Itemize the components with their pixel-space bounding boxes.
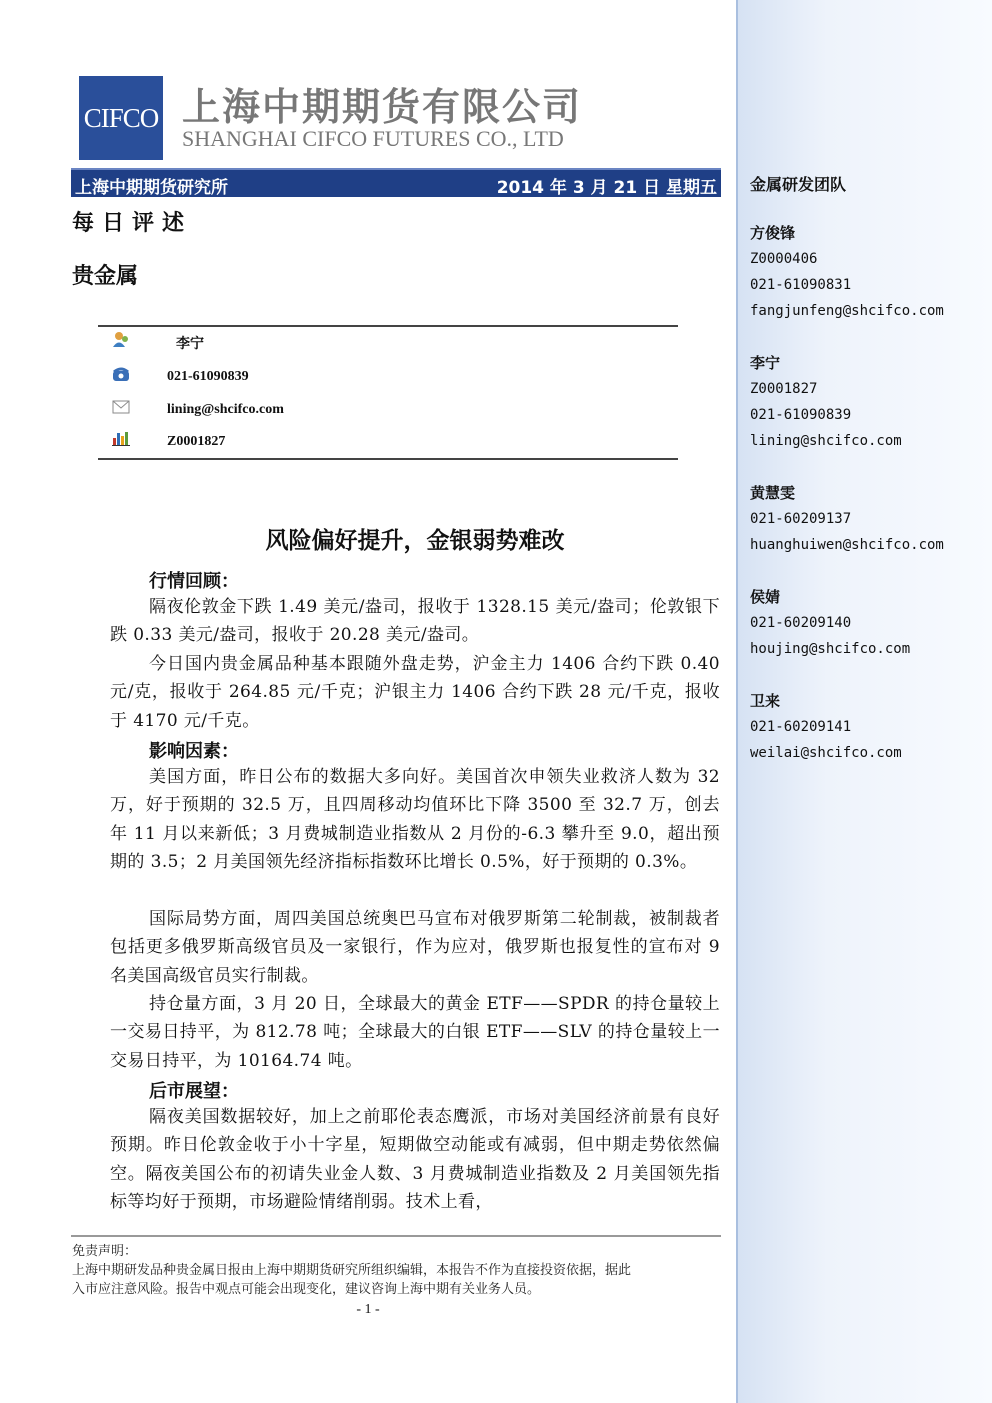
member-phone: 021-60209137 xyxy=(750,511,852,527)
member-email[interactable]: huanghuiwen@shcifco.com xyxy=(750,537,944,553)
team-member xyxy=(750,480,944,558)
member-name: 黄慧雯 xyxy=(750,484,796,502)
contact-top-rule xyxy=(98,325,678,327)
report-date: 2014 年 3 月 21 日 星期五 xyxy=(496,178,717,198)
chart-icon xyxy=(112,430,130,446)
disclaimer-title: 免责声明： xyxy=(72,1244,138,1259)
paragraph: 持仓量方面，3 月 20 日，全球最大的黄金 ETF——SPDR 的持仓量较上一交易日持平，为 812.78 吨；全球最大的白银 ETF——SLV 的持仓量较上一交易日持平，为 10164.74 吨。 xyxy=(110,994,720,1071)
paragraph: 国际局势方面，周四美国总统奥巴马宣布对俄罗斯第二轮制裁，被制裁者包括更多俄罗斯高级官员及一家银行，作为应对，俄罗斯也报复性的宣布对 9 名美国高级官员实行制裁。 xyxy=(110,909,720,986)
paragraph: 今日国内贵金属品种基本跟随外盘走势，沪金主力 1406 合约下跌 0.40 元/克，报收于 264.85 元/千克；沪银主力 1406 合约下跌 28 元/千克，报收于 4170 元/千克。 xyxy=(110,654,720,731)
member-email[interactable]: houjing@shcifco.com xyxy=(750,641,911,657)
member-name: 方俊锋 xyxy=(750,224,796,242)
member-email[interactable]: weilai@shcifco.com xyxy=(750,745,902,761)
section-heading: 后市展望： xyxy=(149,1081,239,1102)
member-license: Z0001827 xyxy=(750,381,818,397)
member-phone: 021-60209140 xyxy=(750,615,852,631)
analyst-phone: 021-61090839 xyxy=(167,369,249,384)
team-member xyxy=(750,350,902,454)
company-name-cn: 上海中期期货有限公司 xyxy=(182,85,583,129)
logo-text: CIFCO xyxy=(83,102,159,133)
member-email[interactable]: lining@shcifco.com xyxy=(750,433,902,449)
company-name-en: SHANGHAI CIFCO FUTURES CO., LTD xyxy=(182,126,564,151)
member-email[interactable]: fangjunfeng@shcifco.com xyxy=(750,303,944,319)
article-title: 风险偏好提升，金银弱势难改 xyxy=(265,528,565,554)
sidebar-title: 金属研发团队 xyxy=(750,175,847,194)
institute-name: 上海中期期货研究所 xyxy=(75,178,228,198)
member-name: 卫来 xyxy=(750,692,781,710)
paragraph: 隔夜美国数据较好，加上之前耶伦表态鹰派，市场对美国经济前景有良好预期。昨日伦敦金收于小十字星，短期做空动能或有减弱，但中期走势依然偏空。隔夜美国公布的初请失业金人数、3 月费城制造业指数及 2 月美国领先指标等均好于预期，市场避险情绪削弱。技术上看， xyxy=(110,1107,720,1213)
contact-bottom-rule xyxy=(98,458,678,460)
report-category: 贵金属 xyxy=(72,264,139,289)
mail-icon xyxy=(112,399,130,415)
research-team-sidebar xyxy=(736,0,992,1403)
member-license: Z0000406 xyxy=(750,251,818,267)
footer-rule xyxy=(71,1235,721,1237)
phone-icon xyxy=(112,366,130,382)
disclaimer-line: 入市应注意风险。报告中观点可能会出现变化，建议咨询上海中期有关业务人员。 xyxy=(72,1282,541,1297)
team-member xyxy=(750,688,902,766)
team-member xyxy=(750,584,910,662)
member-phone: 021-61090839 xyxy=(750,407,852,423)
header-bar xyxy=(71,168,721,197)
member-name: 李宁 xyxy=(750,354,781,372)
member-phone: 021-60209141 xyxy=(750,719,852,735)
analyst-license: Z0001827 xyxy=(167,434,226,449)
member-name: 侯婧 xyxy=(750,588,781,606)
company-logo xyxy=(79,76,163,160)
disclaimer-line: 上海中期研发品种贵金属日报由上海中期期货研究所组织编辑，本报告不作为直接投资依据，据此 xyxy=(72,1263,632,1278)
analyst-email[interactable]: lining@shcifco.com xyxy=(167,402,284,417)
section-heading: 影响因素： xyxy=(149,741,239,762)
team-member xyxy=(750,220,944,324)
person-icon xyxy=(112,331,130,347)
report-type: 每日评述 xyxy=(72,211,193,236)
paragraph: 隔夜伦敦金下跌 1.49 美元/盎司，报收于 1328.15 美元/盎司；伦敦银下跌 0.33 美元/盎司，报收于 20.28 美元/盎司。 xyxy=(110,597,720,646)
page-number: - 1 - xyxy=(356,1302,380,1317)
member-phone: 021-61090831 xyxy=(750,277,852,293)
paragraph: 美国方面，昨日公布的数据大多向好。美国首次申领失业救济人数为 32 万，好于预期的 32.5 万，且四周移动均值环比下降 3500 至 32.7 万，创去年 11 月以来新低；3 月费城制造业指数从 2 月份的-6.3 攀升至 9.0，超出预期的 3.5；2 月美国领先经济指标指数环比增长 0.5%，好于预期的 0.3%。 xyxy=(110,767,720,873)
section-heading: 行情回顾： xyxy=(149,571,239,592)
analyst-name: 李宁 xyxy=(176,337,204,352)
